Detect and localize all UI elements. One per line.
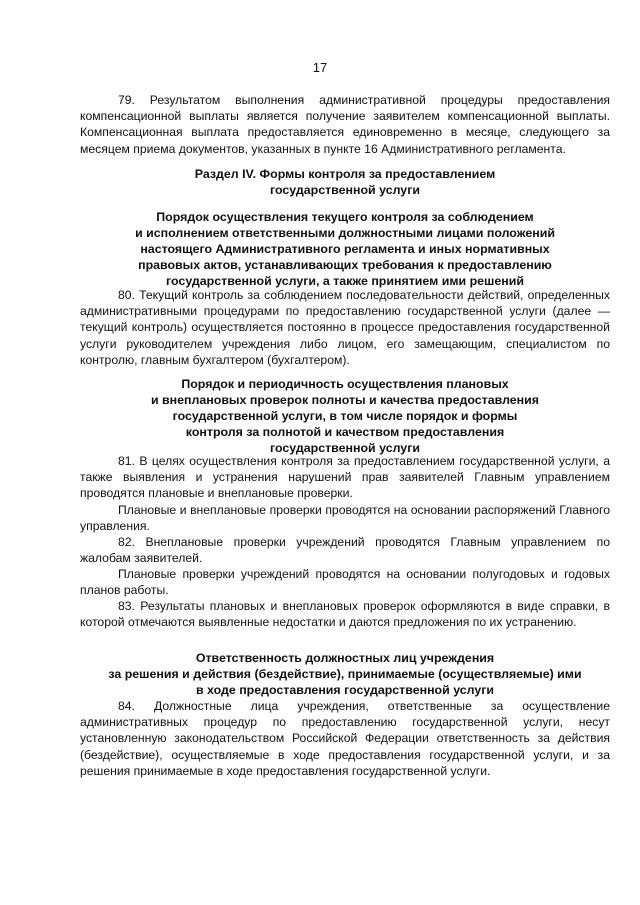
heading-line: государственной услуги, а также принятием ими решений (166, 274, 524, 288)
heading-line: контроля за полнотой и качеством предоставления (185, 425, 505, 439)
heading-line: государственной услуги (270, 183, 420, 197)
heading-line: настоящего Административного регламента и иных нормативных (140, 242, 550, 256)
paragraph-82: 82. Внеплановые проверки учреждений проводятся Главным управлением по жалобам заявителей. (80, 535, 610, 566)
heading-line: Порядок и периодичность осуществления плановых (181, 377, 509, 391)
heading-line: государственной услуги (270, 441, 420, 455)
heading-line: правовых актов, устанавливающих требования к предоставлению (138, 258, 552, 272)
paragraph-81: 81. В целях осуществления контроля за предоставлением государственной услуги, а также выявления и устранения нарушений прав заявителей Главным управлением проводятся плановые и внеплановые проверки. (80, 454, 610, 501)
heading-line: и внеплановых проверок полноты и качества предоставления (150, 393, 540, 407)
responsibility-heading (80, 650, 610, 698)
current-control-heading (80, 209, 610, 289)
heading-line: Порядок осуществления текущего контроля за соблюдением (156, 210, 534, 224)
paragraph-82-continued: Плановые проверки учреждений проводятся на основании полугодовых и годовых планов работы. (80, 567, 610, 598)
paragraph-84: 84. Должностные лица учреждения, ответственные за осуществление административных процедур по предоставлению государственной услуги, несут установленную законодательством Российской Федерации ответственность за действия (бездействие), осуществляемые в ходе предоставления государственной услуги, и за решения принимаемые в ходе предоставления государственной услуги. (80, 699, 610, 778)
heading-line: и исполнением ответственными должностными лицами положений (135, 226, 555, 240)
heading-line: в ходе предоставления государственной услуги (195, 683, 495, 697)
section-4-heading (80, 166, 610, 198)
heading-line: Ответственность должностных лиц учреждения (195, 651, 495, 665)
heading-line: за решения и действия (бездействие), принимаемые (осуществляемые) ими (108, 667, 582, 681)
paragraph-81-continued: Плановые и внеплановые проверки проводятся на основании распоряжений Главного управления. (80, 503, 610, 534)
paragraph-80: 80. Текущий контроль за соблюдением последовательности действий, определенных административными процедурами по предоставлению государственной услуги (далее — текущий контроль) осуществляется постоянно в процессе предоставления государственной услуги руководителем учреждения либо лицом, его замещающим, специалистом по контролю, главным бухгалтером (бухгалтером). (80, 288, 610, 367)
heading-line: государственной услуги, в том числе порядок и формы (172, 409, 518, 423)
paragraph-83: 83. Результаты плановых и внеплановых проверок оформляются в виде справки, в которой отмечаются выявленные недостатки и даются предложения по их устранению. (80, 599, 610, 630)
page-number: 17 (312, 60, 328, 75)
checks-heading (80, 376, 610, 456)
paragraph-79: 79. Результатом выполнения административной процедуры предоставления компенсационной выплаты является получение заявителем компенсационной выплаты. Компенсационная выплата предоставляется единовременно в месяце, следующего за месяцем приема документов, указанных в пункте 16 Административного регламента. (80, 93, 610, 156)
heading-line: Раздел IV. Формы контроля за предоставлением (194, 167, 496, 181)
